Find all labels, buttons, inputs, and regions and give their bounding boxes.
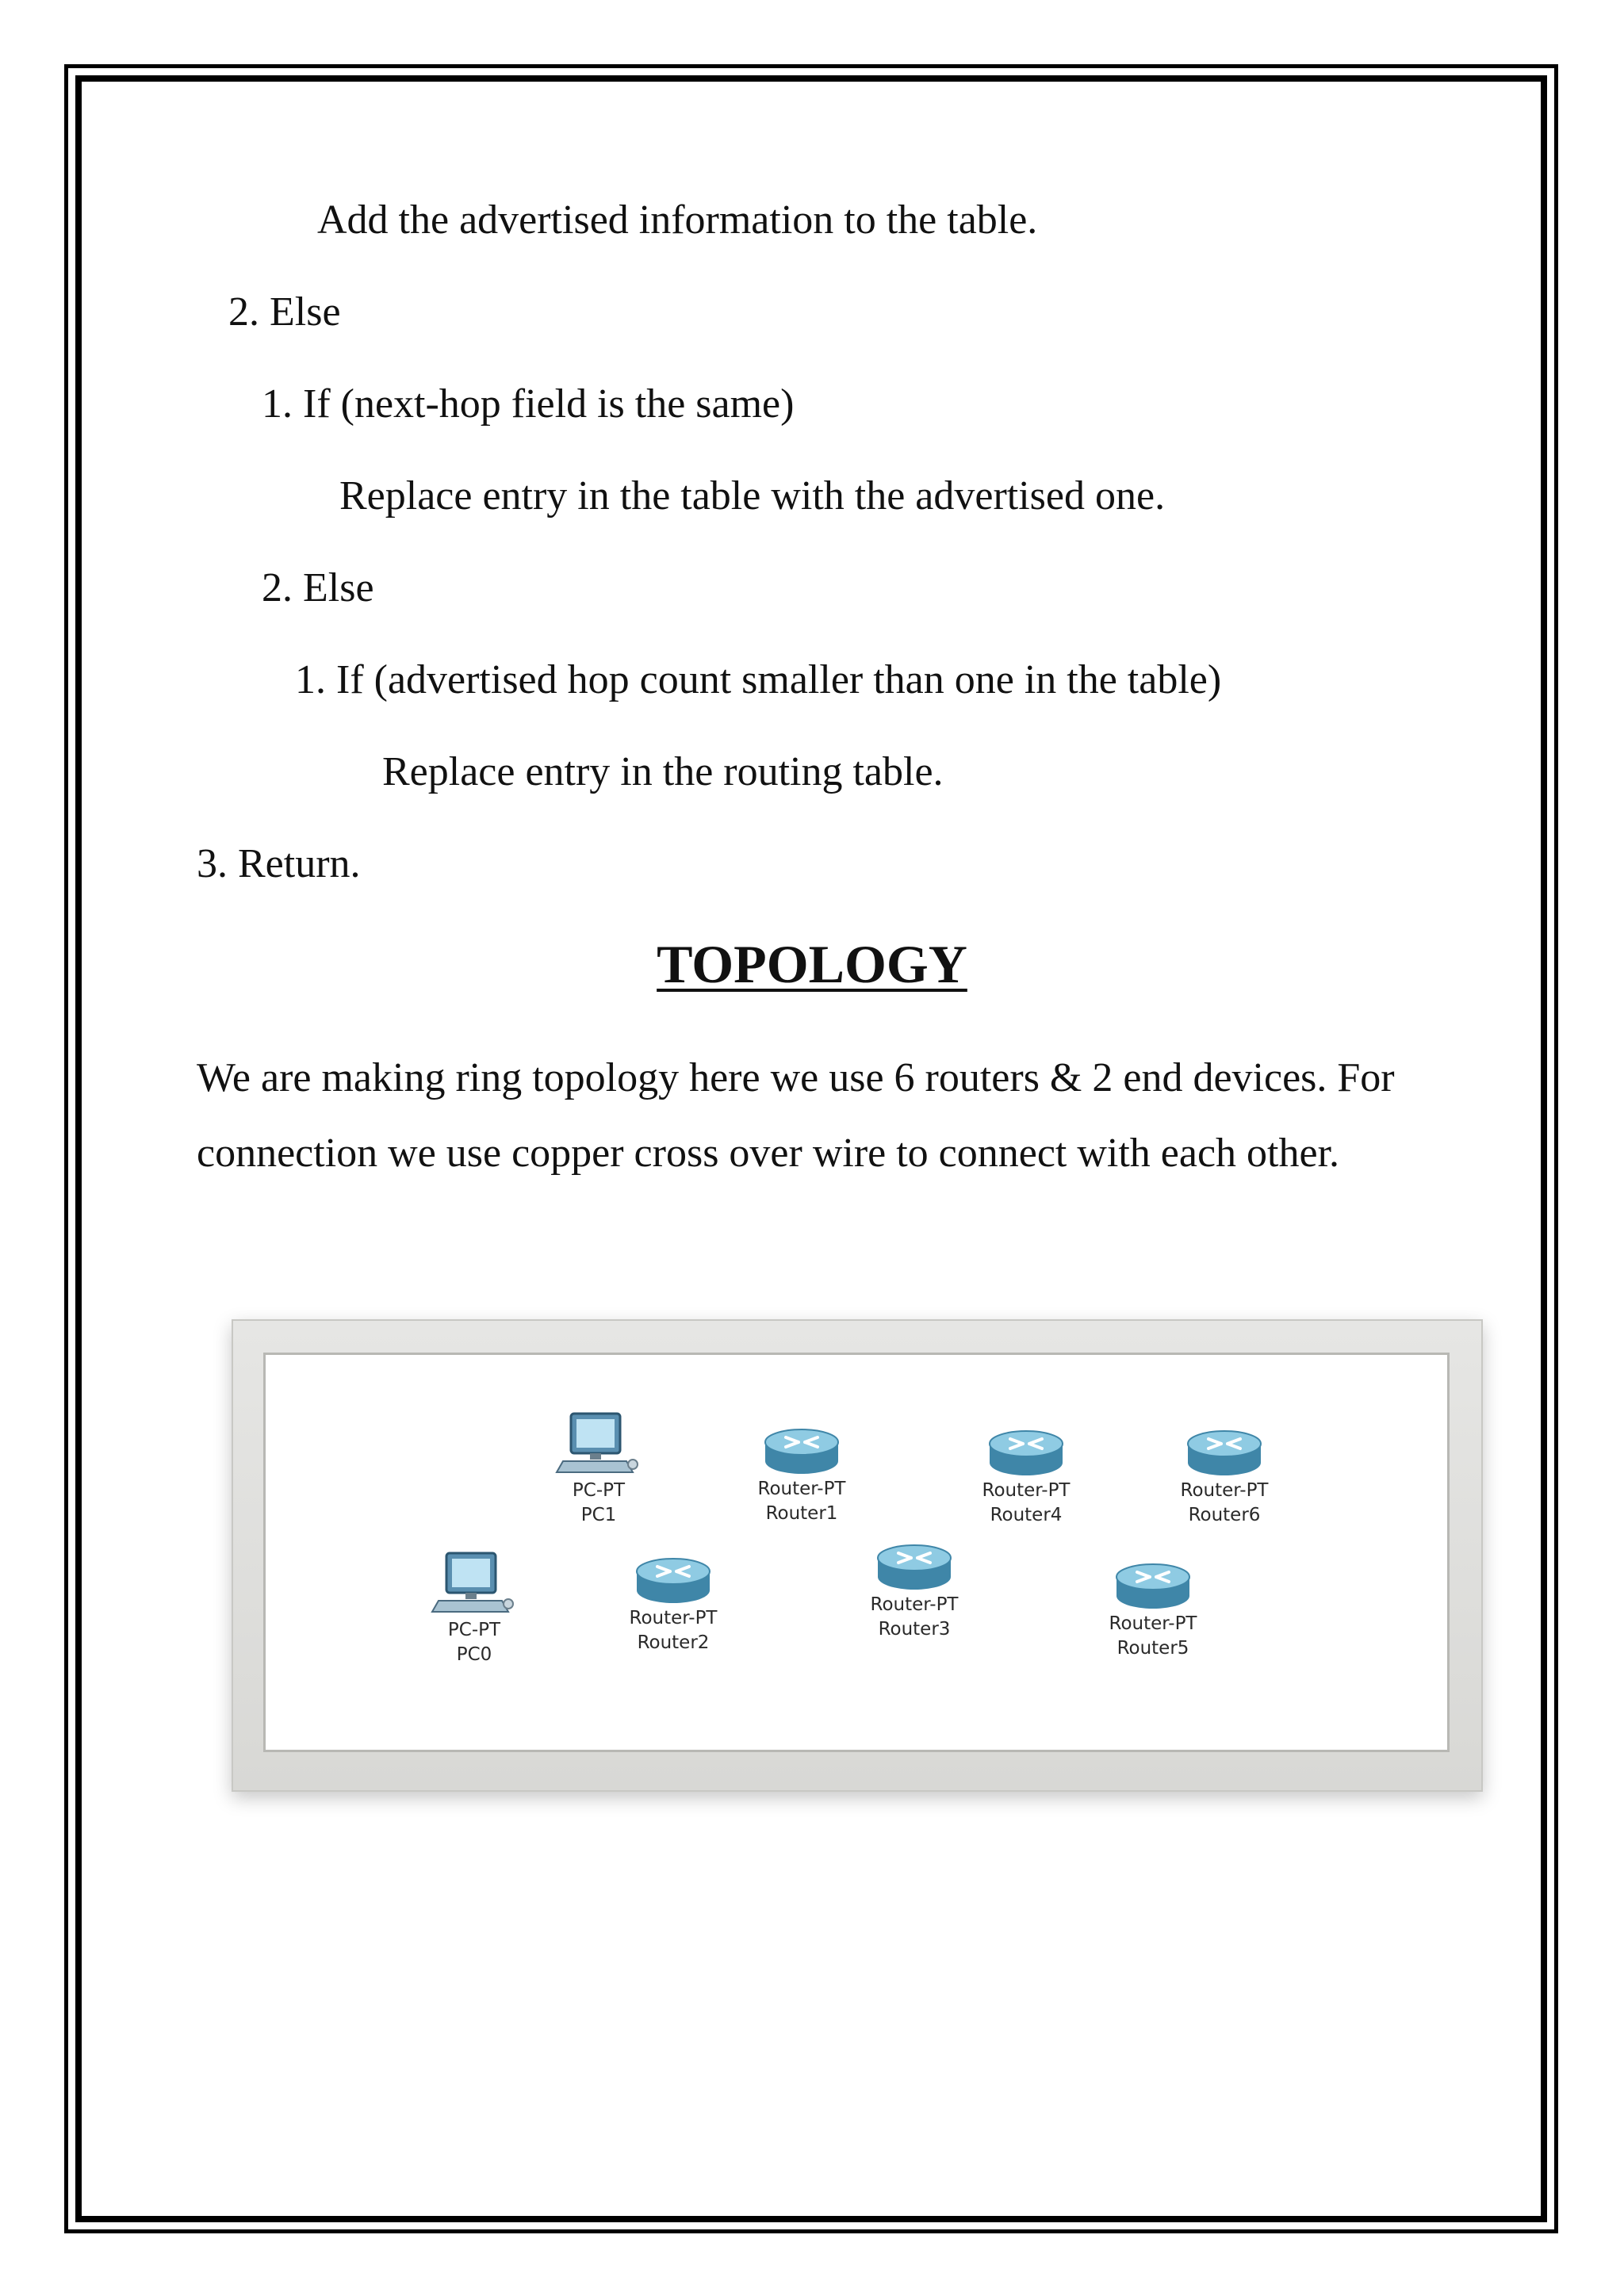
device-pc1[interactable] (527, 1412, 670, 1528)
device-type-label: PC-PT (447, 1620, 501, 1640)
text-line-8: 3. Return. (197, 841, 361, 886)
router-icon (1113, 1559, 1193, 1612)
device-type-label: Router-PT (629, 1608, 718, 1628)
topology-description: We are making ring topology here we use 6 routers & 2 end devices. For connection we use copper cross over wire to connect with each other. (197, 1055, 1395, 1176)
pc-icon (431, 1552, 518, 1618)
device-router4[interactable] (955, 1426, 1097, 1528)
device-type-label: Router-PT (757, 1479, 846, 1499)
device-router2[interactable] (602, 1554, 745, 1655)
device-name-label: PC1 (580, 1505, 617, 1525)
device-router5[interactable] (1082, 1559, 1224, 1661)
router-icon (986, 1426, 1066, 1479)
device-name-label: Router2 (637, 1632, 710, 1653)
device-type-label: Router-PT (870, 1594, 959, 1615)
device-pc0[interactable] (403, 1552, 546, 1667)
topology-canvas (263, 1353, 1450, 1752)
device-name-label: Router4 (990, 1505, 1063, 1525)
device-router1[interactable] (730, 1425, 873, 1526)
text-line-4: Replace entry in the table with the advertised one. (339, 473, 1166, 519)
device-name-label: PC0 (456, 1644, 492, 1665)
device-type-label: Router-PT (1180, 1480, 1269, 1501)
text-line-1: Add the advertised information to the table. (317, 197, 1038, 243)
text-line-7: Replace entry in the routing table. (382, 749, 944, 794)
device-type-label: PC-PT (572, 1480, 626, 1501)
router-icon (634, 1554, 713, 1606)
text-line-6: 1. If (advertised hop count smaller than one in the table) (295, 657, 1222, 702)
device-name-label: Router1 (765, 1503, 838, 1524)
router-icon (762, 1425, 841, 1477)
router-icon (1185, 1426, 1264, 1479)
device-type-label: Router-PT (982, 1480, 1071, 1501)
text-line-5: 2. Else (262, 565, 374, 610)
section-heading: TOPOLOGY (657, 934, 967, 994)
topology-screenshot-frame (232, 1319, 1483, 1792)
device-name-label: Router3 (878, 1619, 951, 1640)
device-name-label: Router6 (1188, 1505, 1261, 1525)
pc-icon (555, 1412, 642, 1479)
text-line-2: 2. Else (228, 289, 341, 335)
router-icon (875, 1540, 954, 1593)
device-router6[interactable] (1153, 1426, 1296, 1528)
text-line-3: 1. If (next-hop field is the same) (262, 381, 795, 427)
device-name-label: Router5 (1116, 1638, 1189, 1659)
device-type-label: Router-PT (1109, 1613, 1197, 1634)
device-router3[interactable] (843, 1540, 986, 1642)
